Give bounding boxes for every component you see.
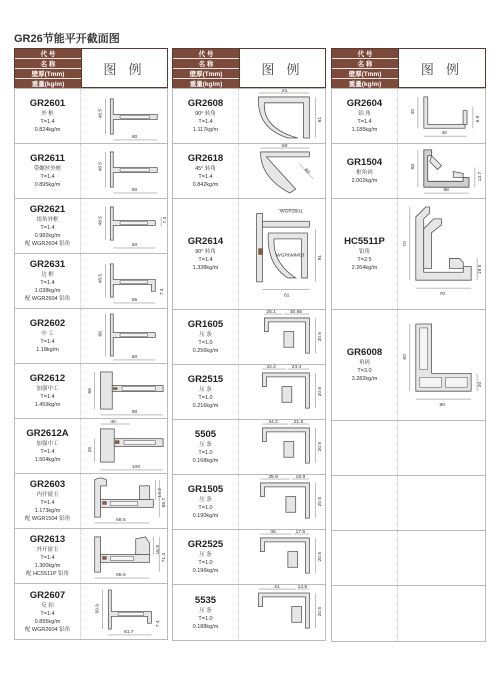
profile-name: 反 扣 xyxy=(41,602,54,609)
dim-label: 48.5 xyxy=(98,216,104,226)
profile-drawing xyxy=(81,529,167,583)
table-row xyxy=(15,418,167,473)
profile-code: GR2603 xyxy=(29,479,66,490)
profile-code: GR2525 xyxy=(187,539,224,550)
dim-label: 48.5 xyxy=(98,161,104,172)
dim-label: 60 xyxy=(282,144,288,150)
profile-drawing xyxy=(81,419,167,473)
profile-drawing xyxy=(398,89,485,143)
profile-code: GR2612A xyxy=(26,428,69,439)
profile-code: GR2601 xyxy=(29,98,66,109)
profile-drawing xyxy=(81,309,167,363)
table-row xyxy=(15,583,167,639)
profile-name: 90° 转角 xyxy=(195,111,216,117)
dim-label: 20.5 xyxy=(318,606,324,617)
profile-name: 带螺丝外框 xyxy=(33,166,62,172)
profile-drawing xyxy=(239,420,325,474)
profile-code: GR2611 xyxy=(30,153,65,164)
profile-name: 加强中工 xyxy=(36,386,59,392)
dim-label: 20.5 xyxy=(318,551,324,562)
header-figure: 图 例 xyxy=(81,49,167,87)
profile-name: 加强中工 xyxy=(36,441,59,447)
profile-code: GR2602 xyxy=(29,318,66,329)
header-code: 代 号 xyxy=(15,49,81,59)
profile-drawing xyxy=(81,364,167,418)
header-thickness: 壁厚(Tmm) xyxy=(173,69,239,79)
profile-thickness: T=1.4 xyxy=(40,610,55,617)
profile-code: GR2607 xyxy=(29,589,66,601)
profile-name: 压 条 xyxy=(199,607,212,614)
dim-label: 60 xyxy=(131,188,138,194)
dim-label: 70 xyxy=(439,292,446,298)
profile-name: 内开窗玉 xyxy=(36,492,59,498)
profile-weight: 0.842kg/m xyxy=(192,182,219,188)
profile-name: 压 条 xyxy=(199,387,212,393)
table-row xyxy=(15,88,167,143)
profile-note: 配 WGR2604 铝角 xyxy=(24,241,71,247)
profile-code: 5505 xyxy=(194,429,217,440)
table-row xyxy=(15,253,167,308)
table-row xyxy=(15,308,167,363)
profile-drawing xyxy=(239,89,325,143)
dim-label: 21.6 xyxy=(293,420,304,426)
header-figure: 图 例 xyxy=(239,49,325,87)
dim-label: 80 xyxy=(402,354,408,360)
table-row xyxy=(15,473,167,528)
profile-code: GR2613 xyxy=(29,534,66,545)
profile-name: 边 框 xyxy=(41,272,54,278)
profile-weight: 1.459kg/m xyxy=(34,402,61,408)
profile-drawing xyxy=(81,199,167,253)
profile-drawing xyxy=(398,310,485,420)
profile-name: 外 框 xyxy=(41,111,54,117)
table-row xyxy=(332,143,485,198)
dim-label: 23.4 xyxy=(291,365,302,371)
header-thickness: 壁厚(Tmm) xyxy=(15,69,81,79)
profile-name: 中 工 xyxy=(41,331,54,337)
profile-drawing xyxy=(398,144,485,198)
profile-name: 压 条 xyxy=(199,497,212,503)
profile-thickness: T=1.0 xyxy=(198,340,213,346)
dim-label: 41 xyxy=(274,585,280,591)
profile-code: GR1605 xyxy=(187,319,224,330)
profile-drawing xyxy=(81,584,167,639)
dim-label: 65 xyxy=(131,298,138,304)
dim-label: 71.3 xyxy=(162,552,168,563)
header-name: 名 称 xyxy=(332,59,398,69)
profile-weight: 2.264kg/m xyxy=(351,265,378,271)
profile-name: 角码 xyxy=(358,360,370,366)
profile-code: GR2608 xyxy=(187,98,224,109)
table-row xyxy=(173,474,325,529)
profile-drawing xyxy=(239,475,325,529)
table-header xyxy=(331,48,486,88)
profile-thickness: T=1.4 xyxy=(198,257,213,263)
dim-label: 68.6 xyxy=(116,518,126,524)
column-1 xyxy=(14,48,168,640)
profile-weight: 1.117kg/m xyxy=(192,127,219,133)
profile-weight: 1.300kg/m xyxy=(34,563,61,569)
profile-thickness: T=1.4 xyxy=(40,555,55,561)
table-header xyxy=(172,48,326,88)
dim-label: 34.2 xyxy=(268,420,278,426)
dim-label: 14.2 xyxy=(158,488,164,498)
table-row xyxy=(173,584,325,640)
empty-row xyxy=(332,530,485,585)
page-title: GR26节能平开截面图 xyxy=(14,33,120,45)
profile-weight: 1.185kg/m xyxy=(351,127,378,133)
dim-label: 30.65 xyxy=(289,310,303,316)
table-row xyxy=(332,88,485,143)
table-row xyxy=(332,309,485,420)
dim-label: 6.9 xyxy=(475,115,481,123)
dim-label: 20.5 xyxy=(318,441,324,452)
profile-thickness: T=1.4 xyxy=(40,280,55,286)
profile-name: 90° 转角 xyxy=(195,249,216,255)
dim-label: 35.9 xyxy=(268,475,278,481)
profile-thickness: T=1.4 xyxy=(357,119,372,125)
dim-label: 60 xyxy=(131,243,138,249)
dim-label: 40 xyxy=(110,420,116,426)
profile-thickness: T=1.4 xyxy=(40,174,55,180)
profile-name: 铝角 xyxy=(358,249,370,255)
profile-code: GR2515 xyxy=(187,374,224,385)
table-row xyxy=(15,528,167,583)
empty-row xyxy=(332,585,485,641)
header-thickness: 壁厚(Tmm) xyxy=(332,69,398,79)
profile-thickness: T=3.0 xyxy=(357,368,372,374)
header-name: 名 称 xyxy=(15,59,81,69)
dim-label: 66 xyxy=(87,388,93,394)
header-code: 代 号 xyxy=(173,49,239,59)
profile-code: GR2612 xyxy=(29,373,66,384)
profile-name: 压 条 xyxy=(199,332,212,338)
empty-row xyxy=(332,420,485,475)
dim-label: 7.4 xyxy=(163,216,169,224)
dim-label: 68.6 xyxy=(116,573,126,579)
dim-label: 50.9 xyxy=(95,603,101,614)
profile-name: 压 条 xyxy=(199,442,212,448)
profile-drawing xyxy=(81,254,167,308)
profile-note: 配 WGR2604 铝角 xyxy=(24,626,71,633)
profile-weight: 0.895kg/m xyxy=(34,182,61,188)
table-row xyxy=(173,364,325,419)
header-weight: 重量(kg/m) xyxy=(332,79,398,88)
profile-weight: 0.982kg/m xyxy=(34,233,61,239)
profile-weight: 0.196kg/m xyxy=(192,568,219,574)
dim-label: 14.8 xyxy=(297,585,308,591)
dim-label: 48.5 xyxy=(98,273,104,284)
table-row xyxy=(173,529,325,584)
table-row xyxy=(173,143,325,198)
dim-label: 20.5 xyxy=(318,386,324,397)
dim-label: 58 xyxy=(411,164,417,170)
profile-drawing xyxy=(239,365,325,419)
dim-label: 61 xyxy=(318,116,324,123)
profile-code: GR2614 xyxy=(187,236,224,247)
profile-weight: 0.216kg/m xyxy=(192,403,219,409)
profile-thickness: T=1.0 xyxy=(198,450,213,456)
dim-label: 7.4 xyxy=(156,620,162,628)
profile-thickness: T=2.5 xyxy=(357,257,372,263)
profile-thickness: T=1.4 xyxy=(40,339,55,345)
dim-label: 80 xyxy=(439,403,446,409)
dim-label: 13.7 xyxy=(477,171,483,182)
profile-thickness: T=1.4 xyxy=(198,119,213,125)
profile-name: 组角外框 xyxy=(36,217,59,223)
header-code: 代 号 xyxy=(332,49,398,59)
profile-name: 铝 角 xyxy=(358,111,371,117)
profile-thickness: T=1.0 xyxy=(198,615,213,622)
dim-label: 36 xyxy=(270,530,276,536)
profile-code: GR1505 xyxy=(187,484,224,495)
table-row xyxy=(173,88,325,143)
column-3 xyxy=(331,48,486,642)
dim-label: 20.5 xyxy=(318,496,324,507)
profile-thickness: T=1.0 xyxy=(198,395,213,401)
dim-label: 70 xyxy=(402,241,408,247)
profile-thickness: T=1.4 xyxy=(40,394,55,400)
profile-drawing xyxy=(239,585,325,640)
profile-weight: 1.338kg/m xyxy=(192,265,219,271)
table-row xyxy=(173,419,325,474)
column-2 xyxy=(172,48,326,641)
table-header xyxy=(14,48,168,88)
dim-label: 60 xyxy=(131,354,138,360)
profile-weight: 0.256kg/m xyxy=(192,348,219,354)
profile-drawing xyxy=(239,310,325,364)
profile-weight: 0.190kg/m xyxy=(192,513,219,519)
dim-label: WGR2601 xyxy=(280,209,303,215)
profile-code: GR2618 xyxy=(187,153,224,164)
table-row xyxy=(173,198,325,309)
profile-weight: 1.18kg/m xyxy=(36,347,59,353)
dim-label: 60 xyxy=(302,167,311,176)
dim-label: 25.1 xyxy=(266,310,276,316)
profile-note: 配 WGR2604 铝角 xyxy=(24,296,71,302)
dim-label: 91 xyxy=(318,254,324,261)
table-row xyxy=(15,363,167,418)
profile-code: GR6008 xyxy=(346,347,383,358)
profile-thickness: T=1.0 xyxy=(198,505,213,511)
profile-thickness: T=1.4 xyxy=(40,449,55,455)
profile-name: 框角码 xyxy=(356,170,373,176)
profile-weight: 1.173kg/m xyxy=(34,508,61,514)
table-row xyxy=(15,198,167,253)
profile-thickness: T=1.0 xyxy=(198,560,213,566)
table-row xyxy=(173,309,325,364)
profile-code: HC5511P xyxy=(344,236,385,247)
header-figure: 图 例 xyxy=(398,49,485,87)
header-weight: 重量(kg/m) xyxy=(15,79,81,88)
profile-drawing xyxy=(81,144,167,198)
profile-name: 外开窗玉 xyxy=(36,547,59,553)
dim-label: WGR6MM03 xyxy=(276,253,305,259)
dim-label: 40 xyxy=(411,109,417,115)
dim-label: 17.6 xyxy=(295,530,306,536)
profile-weight: 0.824kg/m xyxy=(34,127,61,133)
dim-label: 19.9 xyxy=(295,475,306,481)
profile-note: 配 WGR1504 铝角 xyxy=(24,516,71,522)
profile-weight: 3.282kg/m xyxy=(351,376,378,382)
profile-drawing xyxy=(239,199,325,309)
header-name: 名 称 xyxy=(173,59,239,69)
dim-label: 100 xyxy=(131,464,140,470)
dim-label: 61 xyxy=(283,293,290,299)
dim-label: 32.4 xyxy=(266,365,276,371)
dim-label: 16.9 xyxy=(156,545,162,555)
empty-row xyxy=(332,475,485,530)
profile-drawing xyxy=(398,199,485,309)
profile-drawing xyxy=(239,530,325,584)
profile-code: GR2631 xyxy=(29,259,66,270)
dim-label: 7.4 xyxy=(160,288,166,296)
profile-weight: 0.168kg/m xyxy=(192,458,219,464)
dim-label: 66 xyxy=(98,331,104,337)
profile-code: GR2604 xyxy=(346,98,383,109)
profile-note: 配 HC5511P 铝角 xyxy=(26,571,69,577)
profile-name: 压 条 xyxy=(199,552,212,558)
table-row xyxy=(332,198,485,309)
profile-weight: 1.504kg/m xyxy=(34,457,61,463)
dim-label: 58 xyxy=(443,188,449,194)
profile-weight: 2.002kg/m xyxy=(351,178,378,184)
profile-drawing xyxy=(81,474,167,528)
profile-code: GR1504 xyxy=(346,157,383,168)
profile-weight: 1.038kg/m xyxy=(34,288,61,294)
dim-label: 30 xyxy=(478,381,484,388)
profile-thickness: T=1.4 xyxy=(40,119,55,125)
profile-thickness: T=1.4 xyxy=(40,225,55,231)
table-row xyxy=(15,143,167,198)
dim-label: 90 xyxy=(131,409,138,415)
profile-drawing xyxy=(239,144,325,198)
dim-label: 25 xyxy=(87,446,93,453)
profile-code: GR2621 xyxy=(29,204,66,215)
dim-label: 48.5 xyxy=(98,108,104,119)
profile-name: 45° 转角 xyxy=(195,166,216,172)
dim-label: 61 xyxy=(282,89,288,95)
dim-label: 61.7 xyxy=(124,630,134,635)
dim-label: 40 xyxy=(441,131,447,137)
profile-thickness: T=1.4 xyxy=(40,500,55,506)
dim-label: 19.5 xyxy=(478,264,484,275)
dim-label: 60 xyxy=(131,134,138,140)
profile-code: 5535 xyxy=(194,594,217,606)
profile-thickness: T=1.4 xyxy=(198,174,213,180)
profile-weight: 0.188kg/m xyxy=(192,623,219,630)
dim-label: 20.5 xyxy=(318,331,324,342)
profile-drawing xyxy=(81,89,167,143)
dim-label: 65.7 xyxy=(162,497,168,508)
profile-weight: 0.895kg/m xyxy=(34,618,61,625)
header-weight: 重量(kg/m) xyxy=(173,79,239,88)
